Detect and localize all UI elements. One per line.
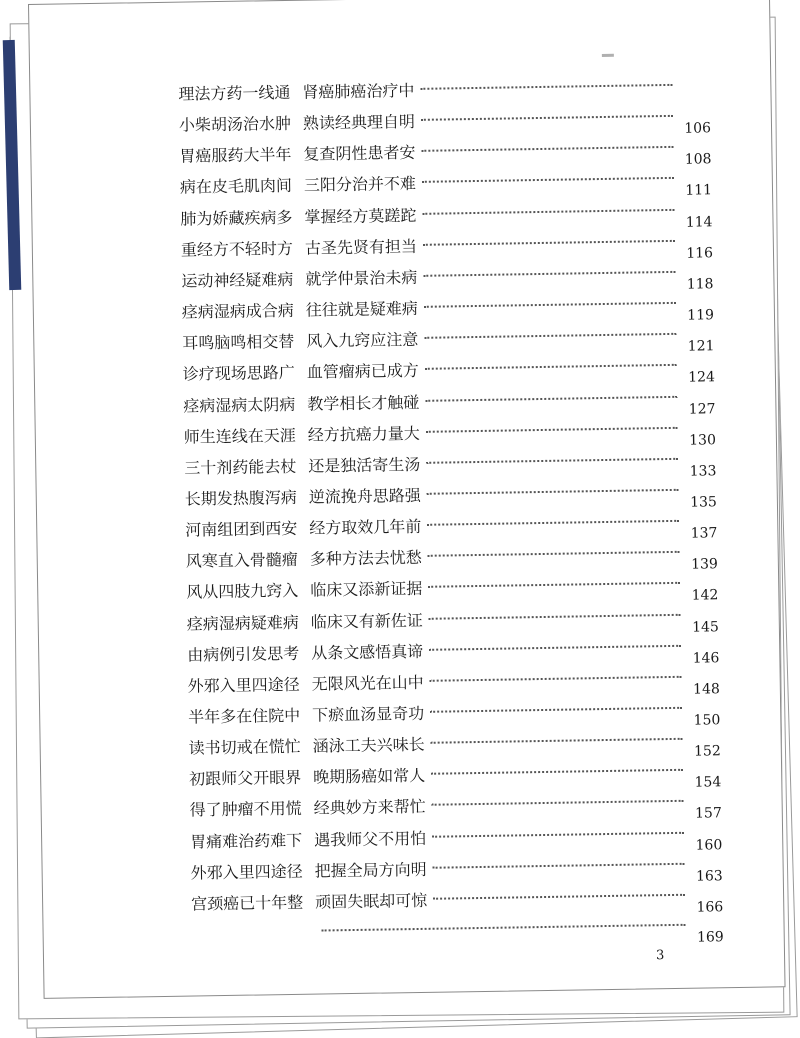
toc-entry-page-number: 127: [688, 400, 716, 418]
toc-entry-page-number: 150: [693, 712, 721, 729]
toc-entry-title-second-line: 肾癌肺癌治疗中: [302, 80, 415, 102]
toc-entry-page-number: 114: [685, 213, 713, 231]
toc-entry[interactable]: [144, 290, 714, 327]
toc-leader-dots: [423, 240, 675, 246]
toc-entry-page-number: [679, 101, 711, 102]
toc-leader-dots: [427, 520, 679, 526]
toc-leader-dots: [429, 613, 681, 619]
toc-entry[interactable]: [149, 633, 719, 670]
toc-entry-title-second-line: 下瘀血汤显奇功: [312, 703, 425, 725]
toc-list: [29, 0, 785, 998]
toc-entry[interactable]: [141, 103, 711, 140]
toc-entry-title-second-line: 逆流挽舟思路强: [308, 485, 421, 507]
toc-entry-title-first-line: 小柴胡汤治水肿: [178, 114, 292, 135]
toc-leader-dots: [421, 146, 673, 152]
toc-entry-page-number: 108: [684, 151, 712, 168]
toc-entry-page-number: 124: [688, 369, 716, 387]
toc-entry[interactable]: [150, 664, 720, 701]
toc-entry-title-second-line: 晚期肠癌如常人: [313, 766, 426, 787]
toc-entry[interactable]: [149, 602, 719, 639]
toc-entry-page-number: 116: [686, 245, 714, 262]
toc-leader-dots: [428, 582, 680, 588]
toc-entry-title-first-line: 长期发热腹泻病: [184, 487, 297, 509]
toc-entry[interactable]: [142, 197, 712, 234]
toc-entry[interactable]: [148, 571, 718, 608]
toc-entry-page-number: 135: [690, 494, 718, 511]
toc-entry-page-number: 139: [691, 556, 719, 573]
toc-leader-dots: [430, 707, 682, 713]
toc-entry-page-number: 154: [694, 774, 722, 791]
toc-entry-title-first-line: 外邪入里四途径: [187, 674, 300, 696]
toc-leader-dots: [433, 894, 685, 900]
toc-entry-title-second-line: 就学仲景治未病: [305, 267, 418, 289]
toc-entry-title-second-line: 熟读经典理自明: [302, 112, 416, 133]
toc-entry-title-second-line: 风入九窍应注意: [306, 330, 419, 351]
toc-entry-title-first-line: 师生连线在天涯: [183, 425, 296, 447]
toc-entry-title-second-line: 教学相长才触碰: [307, 392, 420, 414]
toc-entry-page-number: 118: [686, 276, 714, 293]
toc-entry-title-second-line: 经典妙方来帮忙: [313, 797, 426, 819]
toc-leader-dots: [429, 645, 681, 651]
toc-entry[interactable]: [147, 477, 717, 514]
toc-entry-title-second-line: 从条文感悟真谛: [311, 641, 424, 663]
toc-leader-dots: [432, 800, 684, 806]
toc-entry-title-first-line: 运动神经疑难病: [181, 269, 294, 291]
toc-entry-title-first-line: 耳鸣脑鸣相交替: [182, 332, 295, 353]
toc-entry-title-second-line: 往往就是疑难病: [305, 298, 418, 320]
toc-entry[interactable]: [151, 789, 721, 826]
toc-leader-dots: [431, 769, 683, 775]
toc-entry-page-number: 133: [689, 463, 717, 480]
toc-entry-title-first-line: 重经方不轻时方: [180, 238, 294, 260]
toc-entry[interactable]: [146, 415, 716, 452]
toc-entry-page-number: 160: [695, 836, 723, 854]
toc-leader-dots: [427, 489, 679, 495]
toc-entry-page-number: 166: [696, 899, 724, 916]
toc-entry-title-second-line: 临床又有新佐证: [310, 610, 423, 632]
toc-entry-title-second-line: 经方取效几年前: [309, 516, 422, 538]
toc-entry-page-number: 163: [695, 867, 723, 885]
toc-entry-title-first-line: 痉病湿病疑难病: [186, 612, 299, 634]
toc-leader-dots: [425, 395, 677, 401]
toc-entry-title-first-line: 初跟师父开眼界: [189, 768, 302, 789]
toc-entry-title-second-line: 掌握经方莫蹉跎: [304, 205, 417, 227]
toc-leader-dots: [422, 208, 674, 214]
toc-entry-title-second-line: 遇我师父不用怕: [314, 828, 427, 850]
toc-entry-page-number: 142: [691, 587, 719, 605]
toc-leader-dots: [433, 863, 685, 869]
toc-entry-title-second-line: 还是独活寄生汤: [308, 454, 421, 476]
toc-entry[interactable]: [141, 135, 711, 172]
toc-entry[interactable]: [143, 259, 713, 296]
toc-entry[interactable]: [150, 695, 720, 732]
toc-leader-dots: [430, 676, 682, 682]
toc-entry-title-first-line: 胃痛难治药难下: [190, 830, 303, 852]
toc-entry-page-number: 111: [685, 182, 713, 200]
toc-leader-dots: [424, 302, 676, 308]
toc-entry-page-number: 148: [692, 681, 720, 698]
toc-leader-dots: [424, 333, 676, 339]
toc-entry-title-second-line: 经方抗癌力量大: [307, 423, 420, 445]
toc-leader-dots: [322, 924, 686, 932]
toc-entry-title-first-line: 宫颈癌已十年整: [190, 892, 304, 914]
toc-entry-page-number: 152: [693, 743, 721, 760]
toc-entry-page-number: 145: [692, 618, 719, 636]
toc-leader-dots: [428, 551, 680, 557]
toc-leader-dots: [420, 84, 672, 90]
toc-entry-title-first-line: 风寒直入骨髓瘤: [185, 550, 298, 571]
toc-entry-title-second-line: 古圣先贤有担当: [304, 236, 418, 258]
toc-entry-title-first-line: 理法方药一线通: [178, 82, 291, 104]
toc-entry[interactable]: [145, 353, 715, 390]
toc-entry-title-first-line: 病在皮毛肌肉间: [179, 176, 293, 198]
toc-entry-title-first-line: 外邪入里四途径: [190, 861, 303, 883]
toc-entry-title-second-line: 复查阴性患者安: [303, 143, 416, 164]
toc-entry[interactable]: [144, 321, 714, 358]
toc-entry[interactable]: [140, 72, 710, 109]
toc-entry[interactable]: [143, 228, 713, 265]
toc-leader-dots: [426, 458, 678, 464]
toc-leader-dots: [423, 271, 675, 277]
page-number: 3: [655, 948, 665, 964]
toc-entry-title-first-line: 肺为娇藏疾病多: [180, 207, 293, 229]
toc-entry-title-first-line: 三十剂药能去杖: [184, 456, 297, 478]
toc-entry[interactable]: [151, 726, 721, 763]
toc-entry-page-number: 146: [692, 649, 720, 667]
toc-entry[interactable]: [153, 913, 723, 950]
toc-entry-title-first-line: 半年多在住院中: [188, 705, 301, 727]
toc-entry-page-number: 169: [696, 929, 724, 946]
toc-entry-page-number: 137: [690, 525, 718, 542]
toc-entry-title-second-line: 无限风光在山中: [311, 672, 424, 694]
toc-entry-title-first-line: 得了肿瘤不用慌: [189, 799, 302, 820]
toc-entry-page-number: 119: [687, 307, 715, 324]
toc-entry-title-first-line: 痉病湿病太阴病: [183, 394, 296, 416]
toc-entry-title-first-line: 河南组团到西安: [185, 518, 298, 540]
toc-leader-dots: [421, 115, 673, 121]
toc-entry-title-first-line: 风从四肢九窍入: [186, 581, 299, 602]
toc-entry-title-first-line: [154, 938, 304, 940]
toc-entry[interactable]: [148, 539, 718, 576]
toc-entry-page-number: 121: [687, 338, 715, 355]
toc-entry-page-number: 157: [694, 805, 722, 823]
toc-entry[interactable]: [151, 758, 721, 795]
toc-entry[interactable]: [152, 851, 722, 888]
toc-entry[interactable]: [153, 882, 723, 919]
toc-leader-dots: [431, 738, 683, 744]
toc-entry[interactable]: [147, 508, 717, 545]
toc-entry[interactable]: [142, 166, 712, 203]
toc-entry[interactable]: [146, 446, 716, 483]
toc-leader-dots: [425, 364, 677, 370]
toc-entry[interactable]: [152, 820, 722, 857]
toc-entry-title-first-line: 诊疗现场思路广: [182, 363, 295, 384]
toc-entry-title-second-line: 血管瘤病已成方: [306, 361, 419, 383]
toc-entry-title-second-line: 三阳分治并不难: [303, 174, 417, 196]
toc-entry-title-first-line: 胃癌服药大半年: [179, 145, 292, 166]
toc-entry-page-number: 130: [689, 431, 717, 449]
table-of-contents-page: [28, 0, 786, 999]
toc-entry-title-first-line: 读书切戒在慌忙: [188, 736, 301, 758]
toc-entry-title-second-line: 临床又添新证据: [310, 579, 423, 601]
toc-entry-title-second-line: 多种方法去忧愁: [309, 548, 422, 569]
toc-entry-page-number: 106: [684, 120, 712, 137]
toc-entry-title-first-line: 痉病湿病成合病: [181, 300, 294, 322]
toc-entry-title-first-line: 由病例引发思考: [187, 643, 300, 665]
toc-leader-dots: [426, 426, 678, 432]
toc-entry[interactable]: [145, 384, 715, 421]
toc-leader-dots: [422, 177, 674, 183]
toc-entry-title-second-line: 把握全局方向明: [314, 859, 427, 881]
toc-leader-dots: [432, 831, 684, 837]
toc-entry-title-second-line: 涵泳工夫兴味长: [312, 735, 425, 756]
toc-entry-title-second-line: 顽固失眠却可惊: [314, 890, 428, 912]
